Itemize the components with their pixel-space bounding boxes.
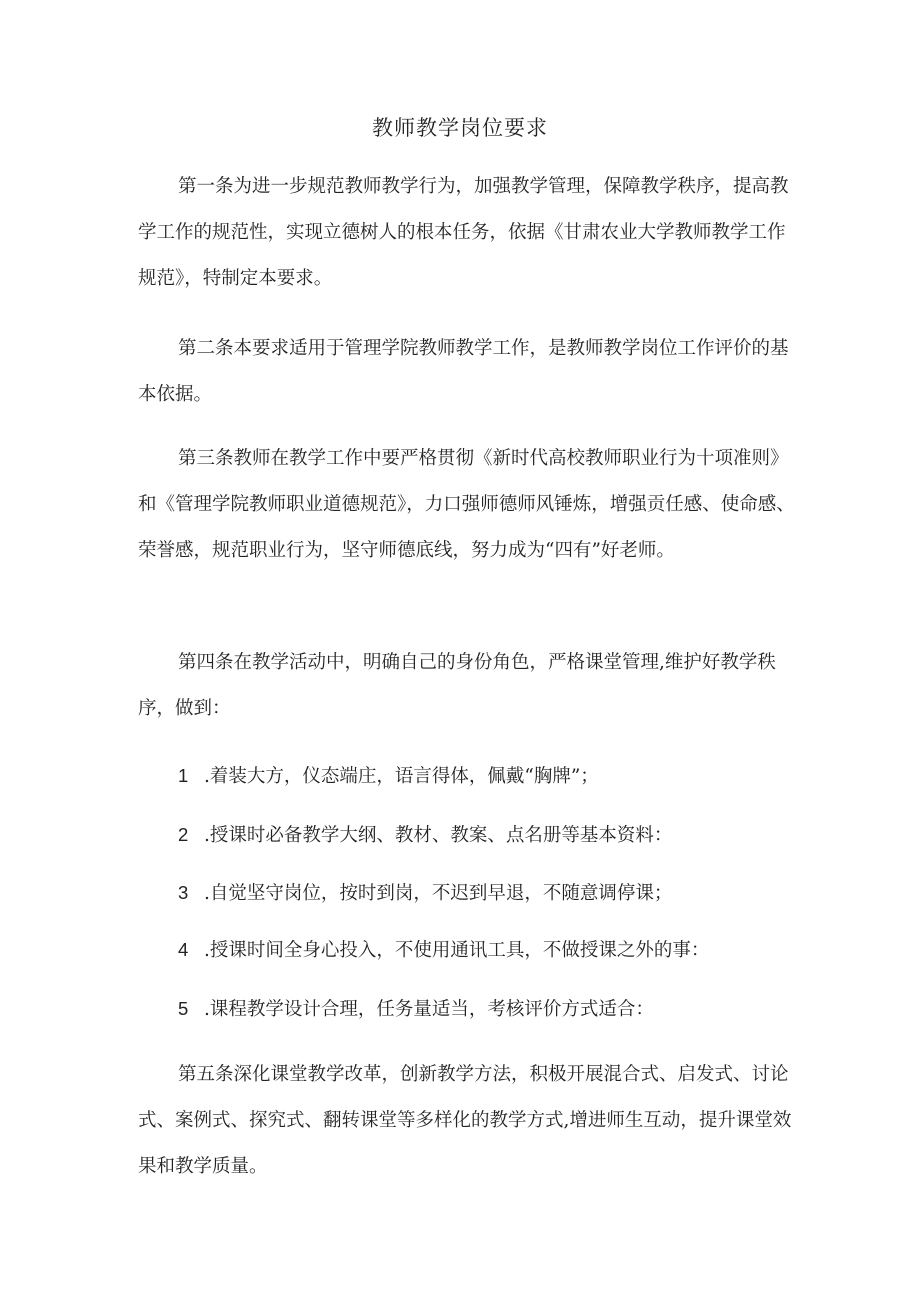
article-5: 第五条深化课堂教学改革，创新教学方法，积极开展混合式、启发式、讨论式、案例式、探究式、翻转课堂等多样化的教学方式,增进师生互动，提升课堂效果和教学质量。 — [138, 1064, 792, 1177]
list-item-number: 2 — [178, 824, 189, 845]
list-item — [178, 935, 802, 966]
article-3: 第三条教师在教学工作中要严格贯彻《新时代高校教师职业行为十项准则》和《管理学院教师职业道德规范》，力口强师德师风锤炼，增强贡任感、使命感、荣誉感，规范职业行为，坚守师德底线，努力成为“四有”好老师。 — [138, 448, 795, 561]
list-item-number: 1 — [178, 765, 189, 786]
list-item — [178, 820, 802, 851]
article-1: 第一条为进一步规范教师教学行为，加强教学管理，保障教学秩序，提高教学工作的规范性，实现立德树人的根本任务，依据《甘肃农业大学教师教学工作规范》，特制定本要求。 — [138, 176, 789, 289]
list-item-number: 3 — [178, 882, 189, 903]
document-title: 教师教学岗位要求 — [372, 116, 548, 140]
list-item-text: .授课时间全身心投入，不使用通讯工具，不做授课之外的事： — [204, 940, 710, 961]
list-item-number: 5 — [178, 998, 189, 1019]
list-item — [178, 994, 802, 1025]
list-item — [178, 878, 802, 909]
article-4: 第四条在教学活动中，明确自己的身份角色，严格课堂管理,维护好教学秩序，做到： — [138, 652, 776, 719]
list-item-text: .自觉坚守岗位，按时到岗，不迟到早退，不随意调停课； — [204, 883, 673, 904]
list-item — [178, 761, 802, 792]
list-item-text: .着装大方，仪态端庄，语言得体，佩戴“胸牌”； — [204, 766, 599, 787]
list-item-number: 4 — [178, 939, 189, 960]
list-item-text: .授课时必备教学大纲、教材、教案、点名册等基本资料： — [204, 825, 673, 846]
list-item-text: .课程教学设计合理，任务量适当，考核评价方式适合： — [204, 999, 654, 1020]
article-2: 第二条本要求适用于管理学院教师教学工作，是教师教学岗位工作评价的基本依据。 — [138, 338, 789, 405]
